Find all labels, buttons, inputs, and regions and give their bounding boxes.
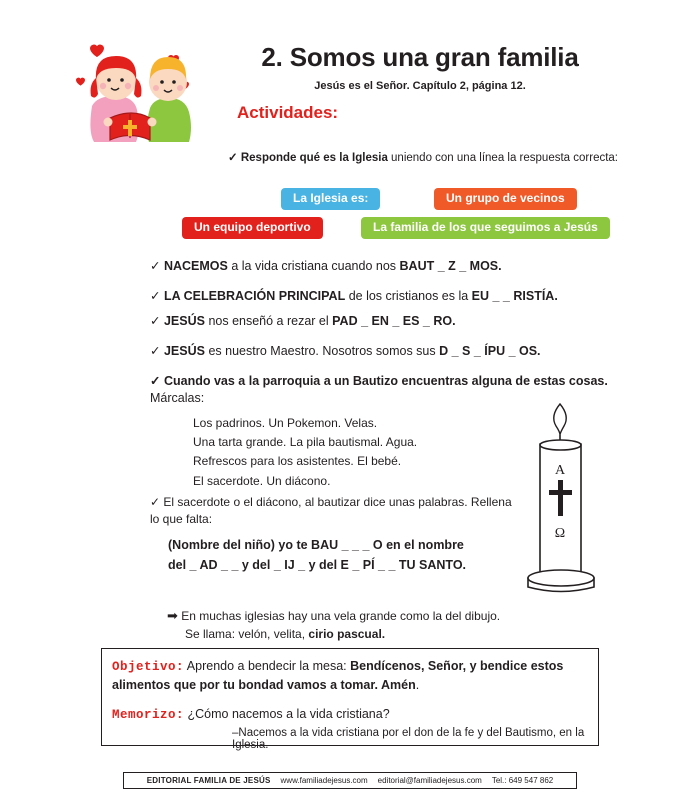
- instruction-bold: Responde qué es la Iglesia: [240, 152, 388, 164]
- page-footer: [123, 772, 577, 789]
- question-6-text: El sacerdote o el diácono, al bautizar dice unas palabras. Rellena lo que falta:: [150, 495, 512, 527]
- sentence-1-lead: NACEMOS: [163, 259, 228, 273]
- sentence-4-mid: es nuestro Maestro. Nosotros somos sus: [204, 344, 440, 358]
- check-mark-icon: ✓: [150, 374, 161, 388]
- fill-sentence-3: [150, 313, 456, 329]
- memorizo-row: [112, 705, 590, 724]
- svg-text:Ω: Ω: [554, 526, 566, 541]
- footer-phone: Tel.: 649 547 862: [491, 776, 554, 785]
- note-text-1: En muchas iglesias hay una vela grande como la del dibujo.: [181, 609, 501, 623]
- match-label-un-equipo-deportivo[interactable]: Un equipo deportivo: [182, 217, 323, 239]
- footer-email[interactable]: editorial@familiadejesus.com: [377, 776, 482, 785]
- check-mark-icon: ✓: [150, 495, 161, 509]
- list-item[interactable]: Una tarta grande. La pila bautismal. Agua.: [193, 435, 418, 450]
- arrow-right-icon: ➡: [167, 608, 178, 623]
- check-mark-icon: ✓: [228, 152, 238, 164]
- match-label-la-iglesia-es[interactable]: La Iglesia es:: [281, 188, 380, 210]
- note-text-2-bold: cirio pascual.: [308, 627, 386, 641]
- footer-publisher: EDITORIAL FAMILIA DE JESÚS: [146, 776, 271, 785]
- check-mark-icon: ✓: [150, 344, 161, 358]
- list-item[interactable]: Los padrinos. Un Pokemon. Velas.: [193, 416, 378, 430]
- question-5-text: Cuando vas a la parroquia a un Bautizo encuentras alguna de estas cosas.: [163, 374, 608, 388]
- check-mark-icon: ✓: [150, 289, 161, 303]
- question-6-prompt: [150, 494, 520, 528]
- kids-reading-book-illustration: [72, 36, 212, 146]
- match-label-un-grupo-de-vecinos[interactable]: Un grupo de vecinos: [434, 188, 577, 210]
- objetivo-text-bold: Bendícenos, Señor, y bendice estos alimentos que por tu bondad vamos a tomar. Amén: [112, 659, 564, 693]
- sentence-3-answer[interactable]: PAD _ EN _ ES _ RO.: [332, 314, 456, 328]
- memorizo-label: Memorizo:: [112, 708, 185, 722]
- sentence-1-mid: a la vida cristiana cuando nos: [227, 259, 400, 273]
- sentence-4-answer[interactable]: D _ S _ ÍPU _ OS.: [439, 344, 541, 358]
- matching-instruction: [228, 150, 648, 167]
- memorizo-question: ¿Cómo nacemos a la vida cristiana?: [184, 707, 390, 721]
- objective-memorize-box: [101, 648, 599, 751]
- page-header: [0, 18, 700, 128]
- sentence-2-mid: de los cristianos es la: [345, 289, 472, 303]
- svg-text:A: A: [554, 463, 566, 478]
- check-mark-icon: ✓: [150, 259, 161, 273]
- objetivo-text-plain-1: Aprendo a bendecir la mesa:: [184, 659, 351, 673]
- fill-sentence-4: [150, 343, 541, 359]
- sentence-2-lead: LA CELEBRACIÓN PRINCIPAL: [163, 289, 346, 303]
- question-5-options: [193, 414, 417, 491]
- sentence-1-answer[interactable]: BAUT _ Z _ MOS.: [399, 259, 502, 273]
- sentence-3-lead: JESÚS: [163, 314, 205, 328]
- note-line-1: [167, 608, 500, 624]
- page-title: 2. Somos una gran familia: [261, 42, 579, 72]
- list-item[interactable]: Refrescos para los asistentes. El bebé.: [193, 454, 402, 469]
- question-5-subtext: Márcalas:: [150, 391, 205, 405]
- instruction-rest: uniendo con una línea la respuesta correcta:: [387, 152, 618, 164]
- question-5-prompt: [150, 373, 608, 388]
- footer-website[interactable]: www.familiadejesus.com: [280, 776, 368, 785]
- match-label-la-familia-de-los-que-seguimos-a-jesus[interactable]: La familia de los que seguimos a Jesús: [361, 217, 610, 239]
- paschal-candle-illustration: [508, 400, 613, 615]
- objetivo-text-plain-2: .: [415, 678, 420, 693]
- page-subtitle: Jesús es el Señor. Capítulo 2, página 12.: [314, 80, 526, 92]
- sentence-4-lead: JESÚS: [163, 344, 205, 358]
- sentence-3-mid: nos enseñó a rezar el: [204, 314, 333, 328]
- note-text-2-plain: Se llama: velón, velita,: [185, 627, 309, 641]
- sentence-2-answer[interactable]: EU _ _ RISTÍA.: [471, 289, 558, 303]
- note-line-2: [185, 627, 385, 641]
- activities-heading: Actividades:: [237, 103, 339, 122]
- fill-sentence-2: [150, 288, 558, 304]
- fill-sentence-1: [150, 258, 502, 274]
- objetivo-row: [112, 657, 590, 694]
- question-6-fill-line-1[interactable]: (Nombre del niño) yo te BAU _ _ _ O en el nombre: [168, 538, 464, 552]
- list-item[interactable]: El sacerdote. Un diácono.: [193, 473, 331, 488]
- objetivo-label: Objetivo:: [112, 660, 185, 674]
- check-mark-icon: ✓: [150, 314, 161, 328]
- question-6-fill-line-2[interactable]: del _ AD _ _ y del _ IJ _ y del E _ PÍ _ _ TU SANTO.: [168, 558, 467, 572]
- memorizo-answer: –Nacemos a la vida cristiana por el don de la fe y del Bautismo, en la Iglesia.: [232, 727, 585, 751]
